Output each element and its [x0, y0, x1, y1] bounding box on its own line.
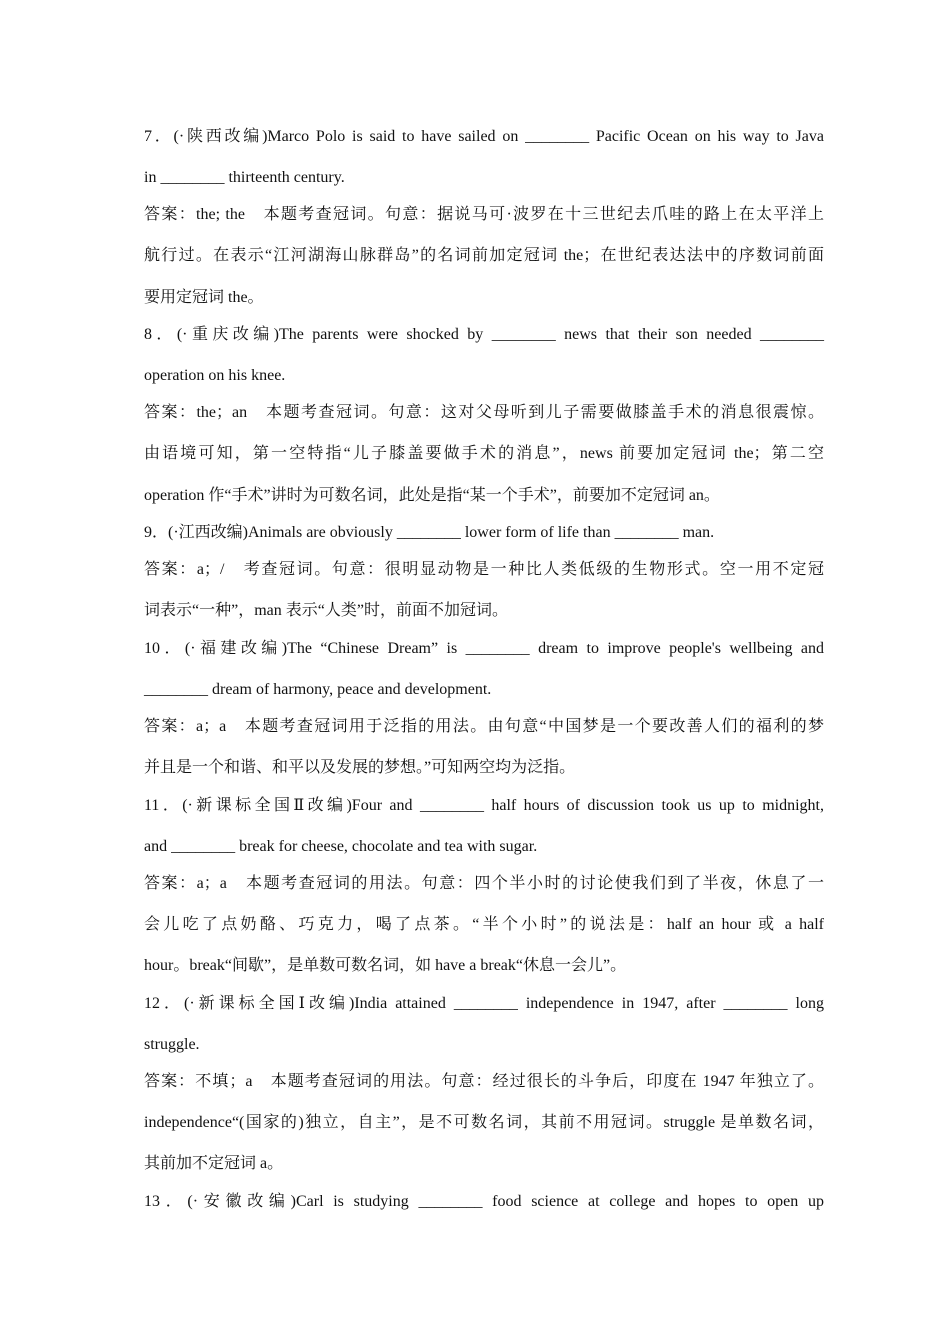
question-8-line-2: operation on his knee.	[144, 367, 286, 384]
answer-8-line-3: operation 作“手术”讲时为可数名词，此处是指“某一个手术”，前要加不定冠词 an。	[144, 487, 720, 504]
answer-7-line-2: 航行过。在表示“江河湖海山脉群岛”的名词前加定冠词 the；在世纪表达法中的序数词前面	[144, 247, 824, 264]
answer-9-line-1: 答案：a；/ 考查冠词。句意：很明显动物是一种比人类低级的生物形式。空一用不定冠	[144, 561, 824, 578]
answer-8-line-1: 答案：the；an 本题考查冠词。句意：这对父母听到儿子需要做膝盖手术的消息很震惊。	[144, 404, 824, 421]
answer-12-line-3: 其前加不定冠词 a。	[144, 1155, 284, 1172]
question-10-line-2: ________ dream of harmony, peace and development.	[144, 681, 492, 698]
answer-10-line-1: 答案：a；a 本题考查冠词用于泛指的用法。由句意“中国梦是一个要改善人们的福利的梦	[144, 718, 824, 735]
answer-11-line-2: 会儿吃了点奶酪、巧克力，喝了点茶。“半个小时”的说法是：half an hour 或 a half	[144, 916, 824, 933]
question-7-line-1: 7．(·陕西改编)Marco Polo is said to have sailed on ________ Pacific Ocean on his way to Java	[144, 128, 824, 145]
question-8-line-1: 8．(·重庆改编)The parents were shocked by ________ news that their son needed ________	[144, 326, 824, 343]
answer-7-line-1: 答案：the; the 本题考查冠词。句意：据说马可·波罗在十三世纪去爪哇的路上在太平洋上	[144, 206, 824, 223]
question-7-line-2: in ________ thirteenth century.	[144, 169, 345, 186]
question-10-line-1: 10．(·福建改编)The “Chinese Dream” is ________ dream to improve people's wellbeing and	[144, 640, 824, 657]
answer-12-line-1: 答案：不填；a 本题考查冠词的用法。句意：经过很长的斗争后，印度在 1947 年独立了。	[144, 1073, 824, 1090]
answer-11-line-3: hour。break“间歇”，是单数可数名词，如 have a break“休息一会儿”。	[144, 957, 627, 974]
question-13-line-1: 13．(·安徽改编)Carl is studying ________ food science at college and hopes to open up	[144, 1193, 824, 1210]
answer-10-line-2: 并且是一个和谐、和平以及发展的梦想。”可知两空均为泛指。	[144, 759, 576, 776]
question-11-line-1: 11．(·新课标全国Ⅱ改编)Four and ________ half hours of discussion took us up to midnight,	[144, 797, 824, 814]
answer-12-line-2: independence“(国家的)独立，自主”，是不可数名词，其前不用冠词。struggle 是单数名词，	[144, 1114, 824, 1131]
answer-7-line-3: 要用定冠词 the。	[144, 289, 264, 306]
question-9-line-1: 9．(·江西改编)Animals are obviously ________ lower form of life than ________ man.	[144, 524, 715, 541]
answer-11-line-1: 答案：a；a 本题考查冠词的用法。句意：四个半小时的讨论使我们到了半夜，休息了一	[144, 875, 824, 892]
question-12-line-2: struggle.	[144, 1036, 200, 1053]
answer-8-line-2: 由语境可知，第一空特指“儿子膝盖要做手术的消息”，news 前要加定冠词 the；第二空	[144, 445, 824, 462]
question-12-line-1: 12．(·新课标全国Ⅰ改编)India attained ________ independence in 1947, after ________ long	[144, 995, 824, 1012]
question-11-line-2: and ________ break for cheese, chocolate and tea with sugar.	[144, 838, 538, 855]
answer-9-line-2: 词表示“一种”，man 表示“人类”时，前面不加冠词。	[144, 602, 508, 619]
